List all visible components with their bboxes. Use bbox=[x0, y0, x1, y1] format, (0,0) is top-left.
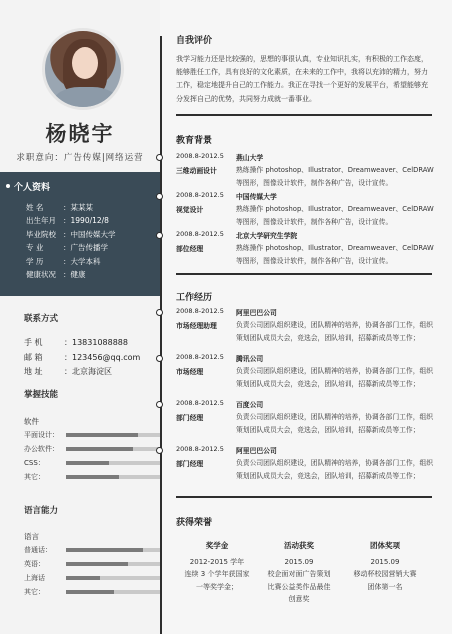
level-bar bbox=[66, 576, 162, 580]
honor-line: 校企面对面广告策划 bbox=[267, 570, 331, 578]
skills-label: 平面设计： bbox=[24, 431, 59, 439]
job-intent: 求职意向：广告传媒|网络运营 bbox=[16, 153, 144, 163]
work-title: 工作经历 bbox=[176, 293, 213, 303]
entry-organization: 阿里巴巴公司 bbox=[236, 309, 277, 317]
entry-description: 负责公司团队组织建设，团队精神的培养，协调各部门工作，组织策划团队成员大会，竞选会，团队培训，招募新成员等工作； bbox=[236, 459, 434, 480]
entry-date: 2008.8-2012.5 bbox=[176, 353, 224, 361]
honor-line: 移动杯校园营销大赛 bbox=[353, 570, 417, 578]
entry-role: 部门经理 bbox=[176, 414, 204, 422]
personal-info-row bbox=[26, 255, 116, 268]
personal-info-list bbox=[26, 201, 116, 281]
contact-value: ：北京海淀区 bbox=[64, 367, 112, 376]
level-bar-fill bbox=[66, 475, 119, 479]
entry-role: 三维动画设计 bbox=[176, 167, 217, 175]
entry-date: 2008.8-2012.5 bbox=[176, 152, 224, 160]
entry-role: 视觉设计 bbox=[176, 206, 204, 214]
entry-date: 2008.8-2012.5 bbox=[176, 445, 224, 453]
personal-info-row bbox=[26, 214, 116, 227]
honor-block bbox=[258, 540, 340, 606]
timeline-dot bbox=[156, 447, 163, 454]
honor-line: 一等奖学金； bbox=[196, 582, 238, 591]
honor-line: 连续 3 个学年获国家 bbox=[184, 570, 250, 578]
level-bar-fill bbox=[66, 548, 143, 552]
level-bar-fill bbox=[66, 576, 100, 580]
self-eval-title: 自我评价 bbox=[176, 36, 213, 46]
skills-label: 其它： bbox=[24, 473, 45, 481]
personal-info-key: 专 业 bbox=[26, 243, 44, 253]
skills-label: 办公软件： bbox=[24, 445, 59, 453]
entry-role: 市场经理助理 bbox=[176, 322, 217, 330]
languages-label: 英语： bbox=[24, 560, 45, 568]
honor-heading: 团体奖项 bbox=[370, 541, 400, 550]
skills-title: 掌握技能 bbox=[24, 390, 59, 400]
timeline-dot bbox=[156, 355, 163, 362]
entry-date: 2008.8-2012.5 bbox=[176, 230, 224, 238]
entry-date: 2008.8-2012.5 bbox=[176, 307, 224, 315]
honor-line: 比赛公益类作品最佳 bbox=[267, 582, 331, 591]
personal-info-value: ：健康 bbox=[63, 270, 86, 280]
section-divider bbox=[176, 273, 432, 275]
languages-label: 其它： bbox=[24, 588, 45, 596]
languages-row bbox=[24, 559, 144, 569]
honor-heading: 奖学金 bbox=[205, 541, 229, 550]
level-bar bbox=[66, 447, 162, 451]
candidate-name: 杨晓宇 bbox=[45, 122, 115, 146]
honor-heading: 活动获奖 bbox=[284, 541, 314, 550]
contact-row bbox=[24, 365, 140, 380]
entry-organization: 中国传媒大学 bbox=[236, 193, 277, 201]
level-bar bbox=[66, 461, 162, 465]
languages-row bbox=[24, 545, 144, 555]
entry-description: 负责公司团队组织建设，团队精神的培养，协调各部门工作，组织策划团队成员大会，竞选会，团队培训，招募新成员等工作； bbox=[236, 413, 434, 434]
honor-line: 创意奖 bbox=[288, 595, 310, 603]
self-eval-text: 我学习能力还是比较强的，思想的事很认真，专业知识扎实，有积极的工作态度，能够胜任工作，具有良好的文化素质，在未来的工作中，我将以充沛的精力，努力工作，稳定地提升自己的工作能力。我正在寻找一个更好的发展平台，希望能够充分发挥自己的优势，共同努力成就一番事业。 bbox=[176, 55, 428, 103]
contact-key: 手 机 bbox=[24, 338, 43, 347]
level-bar bbox=[66, 433, 162, 437]
timeline-dot bbox=[156, 232, 163, 239]
personal-info-value: ：某某某 bbox=[63, 203, 93, 212]
entry-organization: 阿里巴巴公司 bbox=[236, 447, 277, 455]
level-bar bbox=[66, 590, 162, 594]
contact-value: ：13831088888 bbox=[64, 338, 128, 347]
personal-info-key: 出生年月 bbox=[26, 216, 56, 226]
level-bar bbox=[66, 475, 162, 479]
contact-list bbox=[24, 336, 140, 380]
personal-info-row bbox=[26, 241, 116, 254]
personal-info-value: ：广告传播学 bbox=[63, 243, 108, 253]
level-bar-fill bbox=[66, 590, 114, 594]
entry-organization: 燕山大学 bbox=[236, 154, 264, 162]
personal-info-key: 毕业院校 bbox=[26, 229, 56, 239]
entry-description: 负责公司团队组织建设，团队精神的培养，协调各部门工作，组织策划团队成员大会，竞选会，团队培训，招募新成员等工作； bbox=[236, 321, 434, 342]
entry-role: 部门经理 bbox=[176, 460, 204, 468]
entry-role: 市场经理 bbox=[176, 368, 204, 376]
skills-group-label: 软件 bbox=[24, 417, 39, 426]
contact-key: 地 址 bbox=[24, 367, 43, 376]
languages-title: 语言能力 bbox=[24, 506, 59, 516]
honor-block bbox=[176, 540, 258, 593]
honors-title: 获得荣誉 bbox=[176, 518, 213, 528]
honor-line: 团体第一名 bbox=[367, 582, 403, 591]
languages-group-label: 语言 bbox=[24, 532, 39, 541]
contact-title: 联系方式 bbox=[24, 314, 59, 324]
honor-line: 2015.09 bbox=[284, 557, 314, 566]
education-title: 教育背景 bbox=[176, 136, 213, 146]
entry-organization: 腾讯公司 bbox=[236, 355, 264, 363]
personal-info-value: ：中国传媒大学 bbox=[63, 229, 116, 239]
languages-row bbox=[24, 587, 144, 597]
contact-row bbox=[24, 336, 140, 351]
personal-info-key: 学 历 bbox=[26, 256, 44, 266]
profile-photo bbox=[42, 28, 124, 110]
section-divider bbox=[176, 496, 432, 498]
languages-row bbox=[24, 573, 144, 583]
contact-key: 邮 箱 bbox=[24, 352, 43, 362]
level-bar-fill bbox=[66, 447, 133, 451]
entry-date: 2008.8-2012.5 bbox=[176, 399, 224, 407]
skills-row bbox=[24, 444, 144, 454]
personal-info-value: ：大学本科 bbox=[63, 256, 101, 266]
timeline-line bbox=[160, 36, 162, 634]
entry-description: 熟练操作 photoshop、Illustrator、Dreamweaver、CelDRAW 等图形，图像设计软件，制作各种广告，设计宣传。 bbox=[236, 244, 434, 265]
languages-label: 普通话： bbox=[24, 546, 52, 554]
entry-organization: 百度公司 bbox=[236, 401, 264, 409]
personal-info-key: 健康状况 bbox=[26, 270, 56, 280]
personal-info-row bbox=[26, 268, 116, 281]
timeline-dot bbox=[156, 193, 163, 200]
level-bar bbox=[66, 562, 162, 566]
left-column bbox=[0, 0, 160, 634]
contact-value: ：123456@qq.com bbox=[64, 352, 141, 362]
honor-block bbox=[344, 540, 426, 593]
personal-info-row bbox=[26, 201, 116, 214]
level-bar-fill bbox=[66, 433, 138, 437]
skills-row bbox=[24, 430, 144, 440]
personal-info-title: 个人资料 bbox=[14, 180, 50, 193]
honor-line: 2015.09 bbox=[370, 557, 400, 566]
personal-info-key: 姓 名 bbox=[26, 203, 44, 212]
entry-description: 熟练操作 photoshop、Illustrator、Dreamweaver、CelDRAW 等图形，图像设计软件，制作各种广告，设计宣传。 bbox=[236, 205, 434, 226]
personal-info-value: ：1990/12/8 bbox=[63, 216, 109, 226]
entry-description: 熟练操作 photoshop、Illustrator、Dreamweaver、CelDRAW 等图形，图像设计软件，制作各种广告，设计宣传。 bbox=[236, 166, 434, 187]
skills-row bbox=[24, 458, 144, 468]
personal-info-row bbox=[26, 228, 116, 241]
honor-line: 2012-2015 学年 bbox=[189, 557, 245, 566]
entry-organization: 北京大学研究生学院 bbox=[236, 232, 298, 240]
entry-description: 负责公司团队组织建设，团队精神的培养，协调各部门工作，组织策划团队成员大会，竞选会，团队培训，招募新成员等工作； bbox=[236, 367, 434, 388]
section-divider bbox=[176, 114, 432, 116]
level-bar-fill bbox=[66, 461, 109, 465]
skills-label: CSS： bbox=[24, 459, 45, 467]
timeline-dot bbox=[156, 309, 163, 316]
skills-row bbox=[24, 472, 144, 482]
level-bar bbox=[66, 548, 162, 552]
personal-info-panel bbox=[0, 172, 160, 296]
timeline-dot bbox=[156, 154, 163, 161]
contact-row bbox=[24, 351, 140, 366]
level-bar-fill bbox=[66, 562, 128, 566]
languages-label: 上海话 bbox=[24, 574, 45, 582]
entry-date: 2008.8-2012.5 bbox=[176, 191, 224, 199]
entry-role: 部位经理 bbox=[176, 245, 204, 253]
timeline-dot bbox=[156, 401, 163, 408]
